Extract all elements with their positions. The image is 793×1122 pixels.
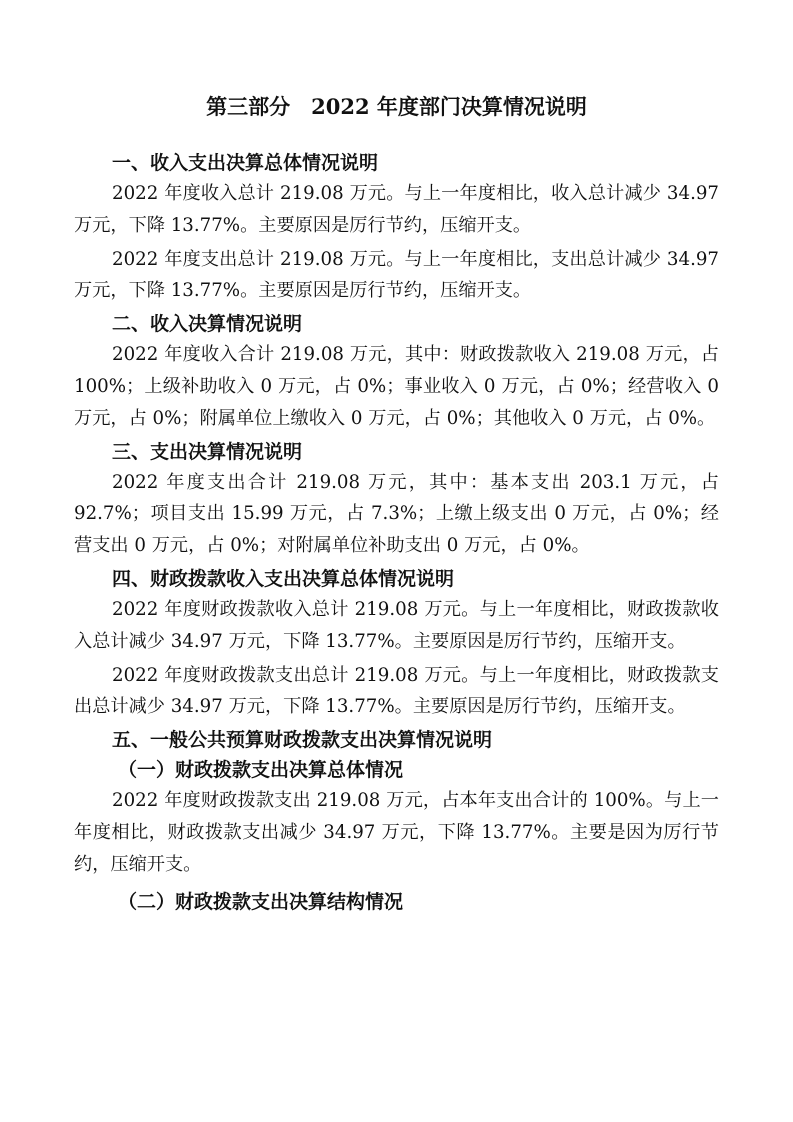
section-4-paragraph-2: 2022 年度财政拨款支出总计 219.08 万元。与上一年度相比，财政拨款支出总计减少 34.97 万元，下降 13.77%。主要原因是厉行节约，压缩开支。 — [74, 664, 719, 718]
section-4-paragraph-1: 2022 年度财政拨款收入总计 219.08 万元。与上一年度相比，财政拨款收入总计减少 34.97 万元，下降 13.77%。主要原因是厉行节约，压缩开支。 — [74, 598, 719, 652]
section-2-paragraph-1: 2022 年度收入合计 219.08 万元，其中：财政拨款收入 219.08 万元，占 100%；上级补助收入 0 万元，占 0%；事业收入 0 万元，占 0%；经营收入 0 万元，占 0%；附属单位上缴收入 0 万元，占 0%；其他收入 0 万元，占 0%。 — [74, 344, 719, 429]
section-1-paragraph-1: 2022 年度收入总计 219.08 万元。与上一年度相比，收入总计减少 34.97 万元，下降 13.77%。主要原因是厉行节约，压缩开支。 — [74, 183, 719, 236]
subsection-5-1-paragraph: 2022 年度财政拨款支出 219.08 万元，占本年支出合计的 100%。与上一年度相比，财政拨款支出减少 34.97 万元，下降 13.77%。主要是因为厉行节约，压缩开支。 — [74, 790, 719, 875]
section-heading-2: 二、收入决算情况说明 — [112, 313, 303, 336]
section-heading-3: 三、支出决算情况说明 — [112, 440, 303, 463]
section-heading-5: 五、一般公共预算财政拨款支出决算情况说明 — [112, 729, 493, 752]
page-title: 第三部分 2022 年度部门决算情况说明 — [206, 94, 587, 119]
section-heading-4: 四、财政拨款收入支出决算总体情况说明 — [112, 567, 455, 590]
section-1-paragraph-2: 2022 年度支出总计 219.08 万元。与上一年度相比，支出总计减少 34.97 万元，下降 13.77%。主要原因是厉行节约，压缩开支。 — [74, 248, 719, 302]
section-heading-1: 一、收入支出决算总体情况说明 — [112, 152, 379, 174]
subsection-heading-5-2: （二）财政拨款支出决算结构情况 — [118, 890, 404, 913]
subsection-heading-5-1: （一）财政拨款支出决算总体情况 — [118, 759, 404, 782]
section-3-paragraph-1: 2022 年度支出合计 219.08 万元，其中：基本支出 203.1 万元，占 92.7%；项目支出 15.99 万元，占 7.3%；上缴上级支出 0 万元，占 0%；经营支出 0 万元，占 0%；对附属单位补助支出 0 万元，占 0%。 — [74, 471, 719, 557]
